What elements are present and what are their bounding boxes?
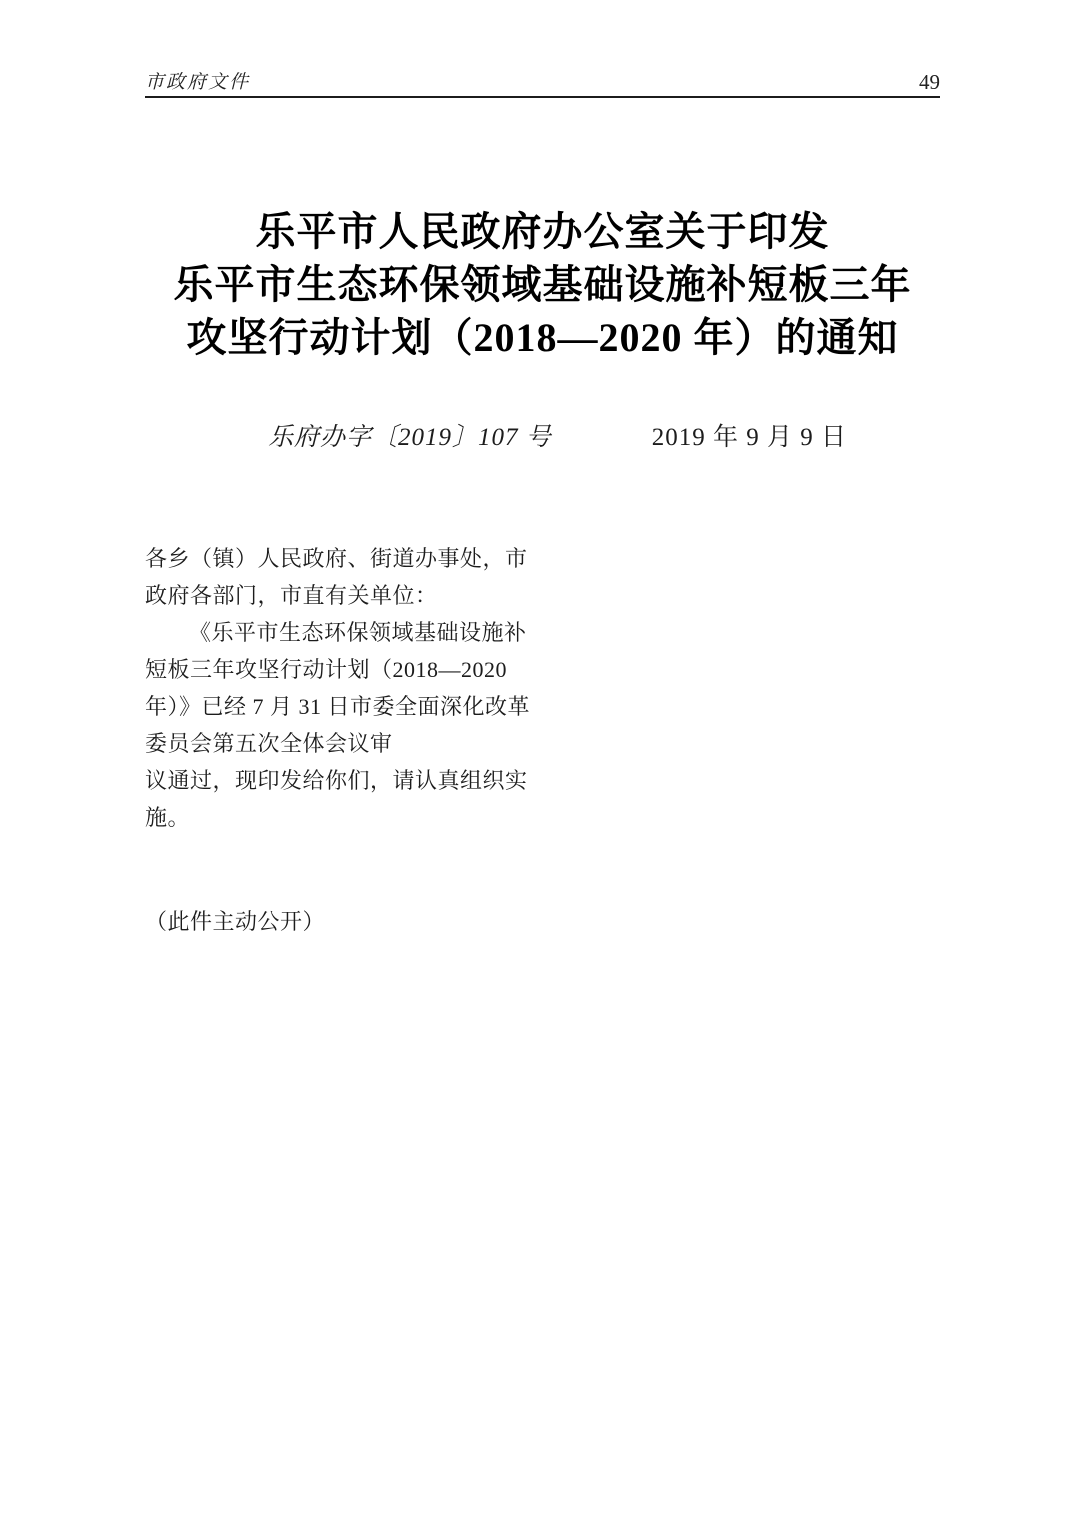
document-body [145,540,575,836]
publicity-note: （此件主动公开） [145,909,326,934]
document-meta-line [160,422,955,454]
body-line: 《乐平市生态环保领域基础设施补 [189,620,527,645]
page-header [145,72,940,98]
header-section-label: 市政府文件 [145,72,251,93]
body-line: 短板三年攻坚行动计划（2018—2020 [145,657,508,682]
body-line: 各乡（镇）人民政府、街道办事处，市 [145,546,528,571]
body-line: 政府各部门，市直有关单位： [145,583,438,608]
body-line: 议通过，现印发给你们，请认真组织实 [145,768,528,793]
body-line: 委员会第五次全体会议审 [145,731,393,756]
document-title-line-1: 乐平市人民政府办公室关于印发 [255,209,830,254]
document-title [145,205,940,364]
document-number: 乐府办字〔2019〕107 号 [267,424,552,451]
document-title-line-3: 攻坚行动计划（2018—2020 年）的通知 [186,315,899,360]
body-line: 施。 [145,805,191,830]
document-date: 2019 年 9 月 9 日 [651,424,848,451]
document-title-line-2: 乐平市生态环保领域基础设施补短板三年 [173,262,912,307]
body-line: 年）》已经 7 月 31 日市委全面深化改革 [145,694,531,719]
page-number: 49 [919,70,940,94]
